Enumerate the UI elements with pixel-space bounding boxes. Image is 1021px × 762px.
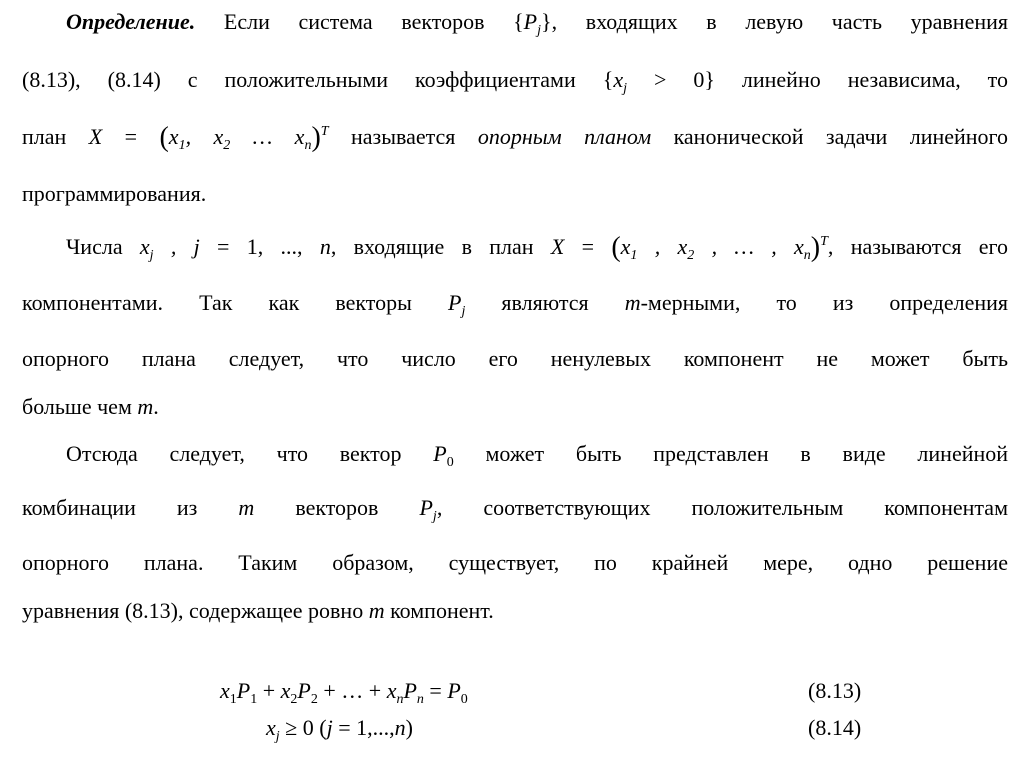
text: . [153,394,159,419]
math-m-dimensional: m-мерными, то из определения [624,290,1008,315]
text: являются [501,290,589,315]
math-m: m [238,495,255,520]
text: Отсюда следует, что вектор [66,441,402,466]
text: программирования. [22,181,207,206]
text: векторов [295,495,379,520]
text: входящие в план [353,234,534,259]
text: называются его [850,234,1009,259]
para2-line4 [22,393,1008,421]
math-pj: $P_j$ [447,290,466,319]
text: комбинации из [22,495,198,520]
math-p0: $P_0$ [433,441,454,470]
para2-line1 [66,233,1008,261]
text: называется [351,124,456,149]
text: Числа [66,234,123,259]
text: компонентами. Так как векторы [22,290,412,315]
math-plan: $X = (x_1$, $x_2$ … $x_n)^T$ [88,122,329,153]
math-m: m [368,598,385,623]
text: , соответствующих положительным компонентам [436,495,1008,520]
math-plan-vector: $X = (x_1$ , $x_2$ , … , $x_n)^T$, [550,232,834,263]
definition-term: Определение. [66,9,196,34]
para1-line3 [22,123,1008,151]
para1-line4 [22,180,1008,208]
text: может быть представлен в виде линейной [485,441,1009,466]
text: канонической задачи линейного [673,124,1009,149]
equation-number: (8.13) [808,678,862,703]
para2-line2 [22,289,1008,317]
text: план [22,124,67,149]
para3-line3 [22,549,1008,577]
text: Если система векторов [223,9,485,34]
text: опорного плана. Таким образом, существует, по крайней мере, одно решение [22,550,1008,575]
equation-8-14: $x_j \ge 0$ (j = 1,...,n) [266,715,413,744]
math-components: $x_j$ , j = 1, ..., n, [139,234,337,263]
math-m: m [137,394,154,419]
equation-number: (8.14) [808,715,862,740]
text: линейно независима, то [741,67,1009,92]
math-pj: $P_j$ [419,495,437,524]
text: опорного плана следует, что число его ненулевых компонент не может быть [22,346,1008,371]
para3-line1 [66,440,1008,468]
text: компонент. [390,598,494,623]
text: , входящих в левую часть уравнения [551,9,1008,34]
equation-8-13: $x_1P_1 + x_2P_2$ + … + $x_nP_n = P_0$ [220,678,468,707]
para3-line4 [22,597,1008,625]
math-positive-coeffs: $\{x_j > 0\}$ [602,67,715,96]
text: больше чем [22,394,132,419]
para1-line2 [22,66,1008,94]
text: уравнения (8.13), содержащее ровно [22,598,364,623]
text: (8.13), (8.14) с положительными коэффициентами [22,67,576,92]
math-vector-set: $\{P_j\}$ [513,9,552,38]
term-basic-plan: опорным планом [477,124,652,149]
para2-line3 [22,345,1008,373]
para3-line2 [22,494,1008,522]
para1-line1 [66,8,1008,36]
